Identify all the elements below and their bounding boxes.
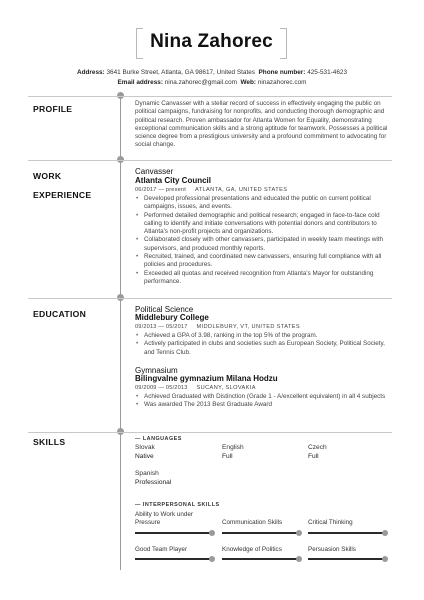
section-divider (28, 432, 392, 433)
section-divider (28, 96, 392, 97)
job-dates: 06/2017 — present (135, 187, 186, 193)
job-location: ATLANTA, GA, UNITED STATES (194, 187, 288, 193)
list-item: • Was awarded The 2013 Best Graduate Award (135, 401, 397, 409)
language-name: Spanish (135, 470, 159, 477)
timeline-line (120, 95, 121, 570)
school-name: Middlebury College (135, 313, 209, 322)
education-bullets (135, 332, 397, 357)
job-meta (135, 187, 287, 193)
skill-level-knob (209, 556, 215, 562)
school-name: Bilingvalne gymnazium Milana Hodzu (135, 374, 278, 383)
education-meta (135, 324, 300, 330)
candidate-name: Nina Zahorec (150, 31, 273, 52)
section-title-skills: SKILLS (33, 437, 66, 447)
section-title-education: EDUCATION (33, 309, 87, 319)
education-meta (135, 385, 256, 391)
section-title-work: WORK (33, 171, 62, 181)
language-name: Czech (308, 444, 327, 451)
skill-level-bar (308, 532, 384, 534)
contact-line-1 (0, 69, 424, 76)
skill-level-knob (209, 530, 215, 536)
language-level: Native (135, 453, 154, 460)
skill-name: Good Team Player (135, 546, 188, 553)
education-bullets (135, 393, 397, 410)
skill-level-knob (382, 530, 388, 536)
skill-level-knob (296, 530, 302, 536)
skill-level-bar (222, 532, 298, 534)
email-label: Email address: (117, 79, 163, 86)
section-title-profile: PROFILE (33, 104, 73, 114)
education-dates: 09/2013 — 05/2017 (135, 324, 188, 330)
language-name: Slovak (135, 444, 155, 451)
section-divider (28, 298, 392, 299)
skill-level-knob (382, 556, 388, 562)
list-item: • Developed professional presentations and educated the public on current political campaigns, issues, and events. (135, 195, 397, 212)
list-item: • Actively participated in clubs and societies such as European Society, Political Society, and Tennis Club. (135, 340, 397, 357)
section-title-experience: EXPERIENCE (33, 190, 92, 200)
list-item: • Performed detailed demographic and political research; engaged in face-to-face cold calling to identify and initiate conversations with potential donors and contributors to Atlanta's non-profit projects and organizations. (135, 212, 397, 237)
education-dates: 09/2009 — 05/2013 (135, 385, 188, 391)
list-item: • Recruited, trained, and coordinated new canvassers, ensuring full compliance with all policies and procedures. (135, 253, 397, 270)
list-item: • Achieved a GPA of 3.98, ranking in the top 5% of the program. (135, 332, 397, 340)
list-item: • Achieved Graduated with Distinction (Grade 1 - A/excellent equivalent) in all 4 subjects (135, 393, 397, 401)
address-value: 3641 Burke Street, Atlanta, GA 98617, United States (106, 69, 255, 76)
language-name: English (222, 444, 244, 451)
email-value[interactable]: nina.zahorec@gmail.com (164, 79, 237, 86)
skill-level-bar (222, 558, 298, 560)
language-level: Full (222, 453, 233, 460)
job-bullets (135, 195, 397, 286)
web-value[interactable]: ninazahorec.com (257, 79, 307, 86)
interpersonal-label: — INTERPERSONAL SKILLS (135, 502, 220, 508)
language-level: Full (308, 453, 319, 460)
address-label: Address: (76, 69, 105, 76)
skill-level-bar (308, 558, 384, 560)
skill-name: Knowledge of Politics (222, 546, 282, 553)
education-location: MIDDLEBURY, VT, UNITED STATES (196, 324, 301, 330)
language-item (135, 443, 155, 461)
skill-name: Ability to Work under Pressure (135, 511, 193, 526)
web-label: Web: (240, 79, 257, 86)
skill-level-bar (135, 532, 211, 534)
contact-line-2 (0, 79, 424, 86)
education-location: SUCANY, SLOVAKIA (196, 385, 256, 391)
language-item (222, 443, 244, 461)
list-item: • Collaborated closely with other canvassers, participated in weekly team meetings with supervisors, and produced monthly reports. (135, 236, 397, 253)
section-divider (28, 160, 392, 161)
language-item (135, 469, 171, 487)
name-frame (136, 28, 287, 61)
phone-value: 425-531-4623 (307, 69, 348, 76)
job-organization: Atlanta City Council (135, 176, 212, 185)
skill-level-bar (135, 558, 211, 560)
skill-level-knob (296, 556, 302, 562)
phone-label: Phone number: (258, 69, 306, 76)
profile-text: Dynamic Canvasser with a stellar record of success in effectively engaging the public on political campaigns, fundraising for nonprofits, and conducting thorough demographic and political research. Proven ambassador for Atlanta Women for Equality, demonstrating exceptional communication skills and a strong aptitude for teamwork. Possesses a political science degree from a prestigious university and a profound commitment to advocating for social change. (135, 100, 388, 149)
skill-name: Persuasion Skills (308, 546, 356, 553)
language-level: Professional (135, 479, 172, 486)
job-title: Canvasser (135, 167, 174, 176)
degree-title: Gymnasium (135, 366, 178, 375)
degree-title: Political Science (135, 305, 194, 314)
languages-label: — LANGUAGES (135, 436, 182, 442)
language-item (308, 443, 327, 461)
skill-name: Critical Thinking (308, 519, 353, 526)
skill-name: Communication Skills (222, 519, 283, 526)
list-item: • Exceeded all quotas and received recognition from Atlanta's Mayor for outstanding performance. (135, 270, 397, 287)
